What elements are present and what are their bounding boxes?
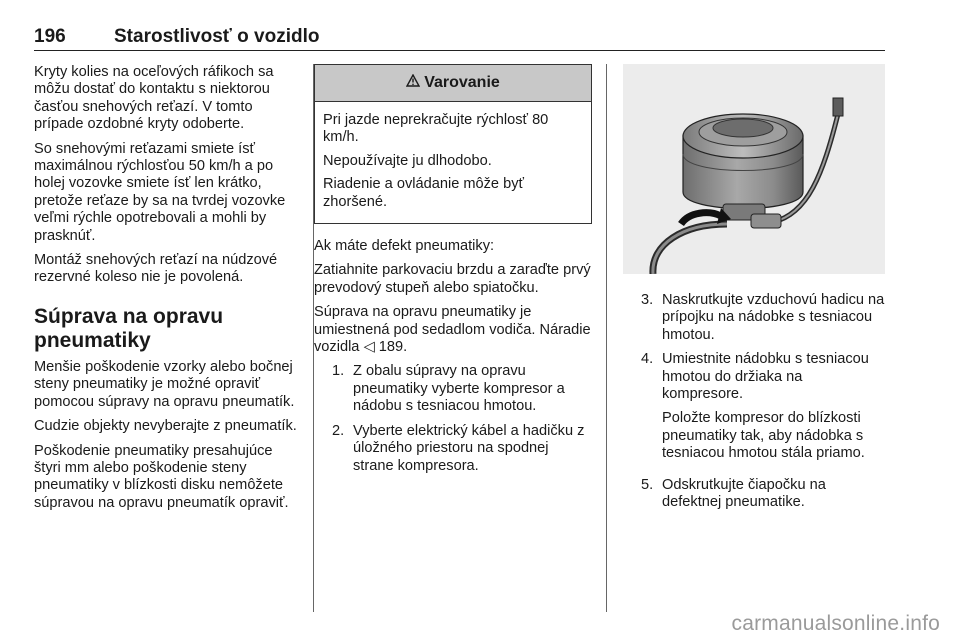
paragraph: Poškodenie pneumatiky presahujúce štyri mm alebo poškodenie steny pneumatiky v blízkosti disku nemôžete súpravou na opravu pneumatík opraviť.: [34, 442, 289, 511]
list-item: [641, 477, 885, 512]
list-item: [641, 292, 885, 344]
list-item: [332, 363, 592, 415]
warning-text: Nepoužívajte ju dlhodobo.: [323, 152, 492, 169]
column-left: [34, 64, 300, 519]
step-extra-text: Položte kompresor do blízkosti pneumatiky tak, aby nádobka s tesniacou hmotou stála priamo.: [662, 410, 865, 462]
paragraph-text: Súprava na opravu pneumatiky je umiestnená pod sedadlom vodiča.: [314, 304, 536, 338]
column-divider: [606, 64, 607, 612]
page-title: Starostlivosť o vozidlo: [114, 26, 320, 47]
paragraph: So snehovými reťazami smiete ísť maximálnou rýchlosťou 50 km/h a po holej vozovke smiete ísť len krátko, pretože reťaze by sa na tvrdej vozovke veľmi rýchle opotrebovali a mohli by prasknúť.: [34, 140, 286, 244]
watermark: carmanualsonline.info: [731, 612, 940, 635]
step-text: Z obalu súpravy na opravu pneumatiky vyberte kompresor a nádobu s tesniacou hmotou.: [353, 363, 565, 415]
warning-box: [314, 64, 592, 224]
page-number: 196: [34, 26, 66, 47]
column-right: [623, 64, 885, 518]
paragraph: [314, 304, 592, 356]
sealant-bottle-hose-illustration: [623, 64, 885, 274]
list-item: [641, 351, 885, 469]
step-number: 3.: [641, 292, 654, 308]
ref-text: Náradie vozidla: [314, 321, 591, 356]
warning-title: Varovanie: [424, 74, 500, 92]
warning-text: Pri jazde neprekračujte rýchlosť 80 km/h.: [323, 112, 549, 146]
paragraph: Cudzie objekty nevyberajte z pneumatík.: [34, 418, 297, 435]
step-text: Vyberte elektrický kábel a hadičku z úložného priestoru na spodnej strane kompresora.: [353, 422, 585, 474]
paragraph: Ak máte defekt pneumatiky:: [314, 238, 495, 255]
warning-body: [315, 102, 591, 223]
paragraph: Zatiahnite parkovaciu brzdu a zaraďte prvý prevodový stupeň alebo spiatočku.: [314, 262, 591, 296]
steps-list: [314, 363, 592, 474]
paragraph: Montáž snehových reťazí na núdzové rezervné koleso nie je povolená.: [34, 252, 278, 286]
step-content: [662, 351, 885, 469]
ref-page: 189.: [378, 339, 408, 356]
step-number: 5.: [641, 476, 654, 493]
list-item: [332, 423, 592, 475]
step-text: Odskrutkujte čiapočku na defektnej pneumatike.: [662, 476, 826, 511]
step-text: Umiestnite nádobku s tesniacou hmotou do držiaka na kompresore.: [662, 351, 869, 403]
warning-triangle-icon: [406, 74, 420, 91]
page-header: [34, 24, 885, 51]
warning-text: Riadenie a ovládanie môže byť zhoršené.: [323, 176, 524, 210]
steps-list: [623, 292, 885, 511]
step-number: 1.: [332, 363, 345, 380]
paragraph: Menšie poškodenie vzorky alebo bočnej steny pneumatiky je možné opraviť pomocou súpravy na opravu pneumatík.: [34, 358, 295, 410]
column-middle: [314, 64, 592, 482]
page-reference-icon: ◁: [363, 339, 375, 356]
step-number: 2.: [332, 422, 345, 439]
paragraph: Kryty kolies na oceľových ráfikoch sa môžu dostať do kontaktu s niektorou časťou snehových reťazí. V tomto prípade ozdobné kryty odoberte.: [34, 64, 274, 133]
warning-header: [315, 65, 591, 102]
step-number: 4.: [641, 351, 654, 368]
section-title: Súprava na opravu pneumatiky: [34, 304, 224, 352]
step-text: Naskrutkujte vzduchovú hadicu na prípojku na nádobke s tesniacou hmotou.: [662, 292, 885, 343]
